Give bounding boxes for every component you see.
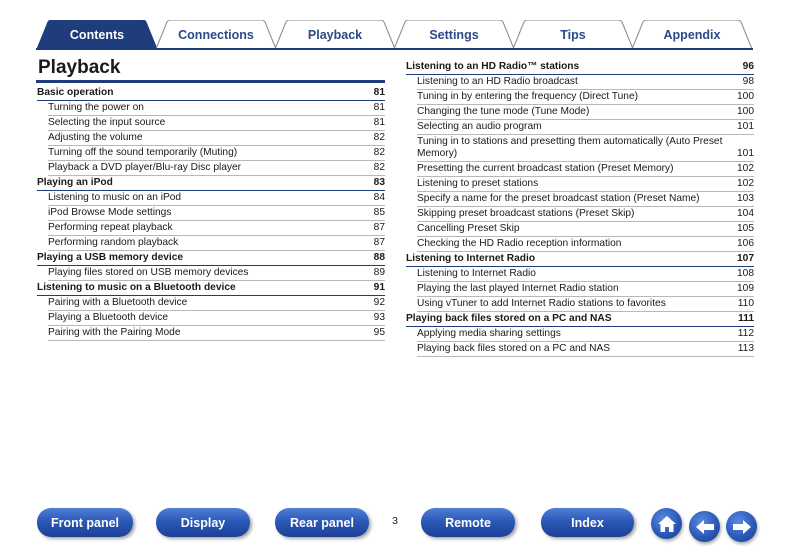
toc-entry-label: Playing a USB memory device — [37, 252, 184, 263]
toc-entry-page: 110 — [737, 298, 754, 309]
toc-section-heading[interactable] — [37, 176, 385, 191]
toc-entry[interactable] — [417, 237, 754, 252]
toc-entry[interactable] — [48, 131, 385, 146]
home-button[interactable] — [651, 508, 682, 539]
toc-entry-label: Listening to an HD Radio broadcast — [417, 76, 578, 87]
toc-entry-page: 109 — [737, 283, 754, 294]
toc-entry-label: Skipping preset broadcast stations (Preset Skip) — [417, 208, 635, 219]
toc-entry-page: 82 — [373, 132, 385, 143]
toc-entry-page: 108 — [737, 268, 754, 279]
tab-tips[interactable]: Tips — [512, 20, 634, 49]
toc-entry-label: Playing back files stored on a PC and NAS — [417, 343, 611, 354]
toc-entry[interactable] — [417, 162, 754, 177]
forward-arrow-icon — [732, 519, 752, 535]
toc-section-heading[interactable] — [37, 281, 385, 296]
toc-entry[interactable] — [417, 177, 754, 192]
tab-settings[interactable]: Settings — [393, 20, 515, 49]
toc-entry-page: 81 — [373, 117, 385, 128]
toc-entry-page: 111 — [738, 313, 754, 324]
tab-contents[interactable]: Contents — [36, 20, 158, 49]
toc-entry-label: Checking the HD Radio reception information — [417, 238, 622, 249]
rear-panel-button[interactable]: Rear panel — [275, 508, 369, 537]
toc-entry-label: Playing back files stored on a PC and NAS — [406, 313, 612, 324]
tab-connections[interactable]: Connections — [155, 20, 277, 49]
toc-entry-label: Selecting the input source — [48, 117, 166, 128]
toc-entry-page: 113 — [737, 343, 754, 354]
toc-right-column — [406, 60, 754, 357]
toc-entry[interactable] — [48, 266, 385, 281]
toc-entry-page: 87 — [373, 237, 385, 248]
front-panel-button[interactable]: Front panel — [37, 508, 133, 537]
toc-entry-page: 102 — [737, 178, 754, 189]
toc-section-heading[interactable] — [37, 86, 385, 101]
toc-entry-page: 82 — [373, 147, 385, 158]
toc-entry[interactable] — [417, 120, 754, 135]
toc-entry[interactable] — [48, 296, 385, 311]
toc-entry[interactable] — [48, 326, 385, 341]
toc-entry[interactable] — [48, 101, 385, 116]
toc-entry-label: Cancelling Preset Skip — [417, 223, 520, 234]
toc-entry-label: Presetting the current broadcast station (Preset Memory) — [417, 163, 674, 174]
toc-entry[interactable] — [417, 105, 754, 120]
toc-section-heading[interactable] — [406, 312, 754, 327]
forward-button[interactable] — [726, 511, 757, 542]
toc-entry-page: 85 — [373, 207, 385, 218]
toc-entry-page: 95 — [373, 327, 385, 338]
page-title: Playback — [38, 57, 121, 78]
toc-entry-label: Pairing with the Pairing Mode — [48, 327, 181, 338]
toc-entry-page: 100 — [737, 106, 754, 117]
back-arrow-icon — [695, 519, 715, 535]
toc-entry-page: 103 — [737, 193, 754, 204]
toc-section-heading[interactable] — [406, 60, 754, 75]
toc-entry-page: 92 — [373, 297, 385, 308]
toc-left-column — [37, 86, 385, 341]
toc-entry[interactable] — [48, 221, 385, 236]
toc-entry-label: Playing an iPod — [37, 177, 113, 188]
toc-entry-label: Playing files stored on USB memory devices — [48, 267, 249, 278]
toc-entry-page: 83 — [373, 177, 385, 188]
toc-entry-page: 112 — [737, 328, 754, 339]
toc-entry-page: 87 — [373, 222, 385, 233]
toc-entry[interactable] — [417, 222, 754, 237]
toc-entry[interactable] — [417, 75, 754, 90]
toc-entry-page: 84 — [373, 192, 385, 203]
toc-entry-page: 101 — [737, 148, 754, 159]
toc-entry-label: Listening to preset stations — [417, 178, 539, 189]
toc-entry[interactable] — [48, 161, 385, 176]
toc-entry[interactable] — [48, 236, 385, 251]
remote-button[interactable]: Remote — [421, 508, 515, 537]
toc-section-heading[interactable] — [406, 252, 754, 267]
toc-entry-label: Listening to Internet Radio — [406, 253, 536, 264]
tab-bar — [36, 20, 753, 50]
toc-entry-page: 91 — [373, 282, 385, 293]
tab-bar-rule — [36, 48, 753, 50]
tab-appendix[interactable]: Appendix — [631, 20, 753, 49]
toc-entry-label: Tuning in by entering the frequency (Direct Tune) — [417, 91, 639, 102]
toc-entry[interactable] — [417, 135, 754, 162]
home-icon — [657, 515, 677, 533]
toc-entry-page: 105 — [737, 223, 754, 234]
toc-entry-page: 81 — [373, 102, 385, 113]
toc-entry[interactable] — [417, 192, 754, 207]
toc-entry-label: Performing random playback — [48, 237, 179, 248]
toc-entry-page: 96 — [742, 61, 754, 72]
toc-entry[interactable] — [48, 311, 385, 326]
toc-entry-page: 98 — [742, 76, 754, 87]
toc-entry-page: 89 — [373, 267, 385, 278]
toc-entry-label: Selecting an audio program — [417, 121, 542, 132]
toc-entry-label: iPod Browse Mode settings — [48, 207, 172, 218]
toc-entry-page: 101 — [737, 121, 754, 132]
back-button[interactable] — [689, 511, 720, 542]
toc-entry-page: 88 — [373, 252, 385, 263]
toc-entry-page: 82 — [373, 162, 385, 173]
toc-entry-page: 100 — [737, 91, 754, 102]
toc-entry-label: Pairing with a Bluetooth device — [48, 297, 188, 308]
page-number: 3 — [392, 515, 398, 527]
toc-entry-page: 81 — [373, 87, 385, 98]
toc-entry[interactable] — [417, 267, 754, 282]
toc-entry[interactable] — [48, 206, 385, 221]
display-button[interactable]: Display — [156, 508, 250, 537]
toc-entry-label: Applying media sharing settings — [417, 328, 561, 339]
toc-entry[interactable] — [417, 282, 754, 297]
tab-playback[interactable]: Playback — [274, 20, 396, 49]
toc-entry-label: Playback a DVD player/Blu-ray Disc player — [48, 162, 242, 173]
toc-entry-label: Playing the last played Internet Radio station — [417, 283, 619, 294]
title-rule — [36, 80, 385, 83]
toc-entry[interactable] — [417, 90, 754, 105]
index-button[interactable]: Index — [541, 508, 634, 537]
toc-entry-label: Basic operation — [37, 87, 114, 98]
toc-entry-label: Turning off the sound temporarily (Muting) — [48, 147, 238, 158]
toc-entry[interactable] — [417, 207, 754, 222]
toc-entry-label: Changing the tune mode (Tune Mode) — [417, 106, 590, 117]
toc-entry[interactable] — [417, 327, 754, 342]
toc-entry-label: Specify a name for the preset broadcast station (Preset Name) — [417, 193, 700, 204]
toc-entry-label: Listening to Internet Radio — [417, 268, 536, 279]
toc-entry-page: 107 — [737, 253, 754, 264]
toc-entry-page: 102 — [737, 163, 754, 174]
toc-entry[interactable] — [417, 342, 754, 357]
toc-entry[interactable] — [417, 297, 754, 312]
toc-entry-label: Turning the power on — [48, 102, 144, 113]
toc-entry-page: 104 — [737, 208, 754, 219]
toc-entry-label: Tuning in to stations and presetting them automatically (Auto Preset Memory) — [417, 136, 723, 159]
toc-entry-page: 93 — [373, 312, 385, 323]
toc-entry[interactable] — [48, 191, 385, 206]
toc-section-heading[interactable] — [37, 251, 385, 266]
toc-entry-label: Listening to music on an iPod — [48, 192, 182, 203]
toc-entry[interactable] — [48, 146, 385, 161]
toc-entry[interactable] — [48, 116, 385, 131]
toc-entry-label: Adjusting the volume — [48, 132, 143, 143]
toc-entry-page: 106 — [737, 238, 754, 249]
toc-entry-label: Using vTuner to add Internet Radio stations to favorites — [417, 298, 666, 309]
toc-entry-label: Listening to an HD Radio™ stations — [406, 61, 580, 72]
toc-entry-label: Listening to music on a Bluetooth device — [37, 282, 236, 293]
toc-entry-label: Performing repeat playback — [48, 222, 173, 233]
toc-entry-label: Playing a Bluetooth device — [48, 312, 169, 323]
